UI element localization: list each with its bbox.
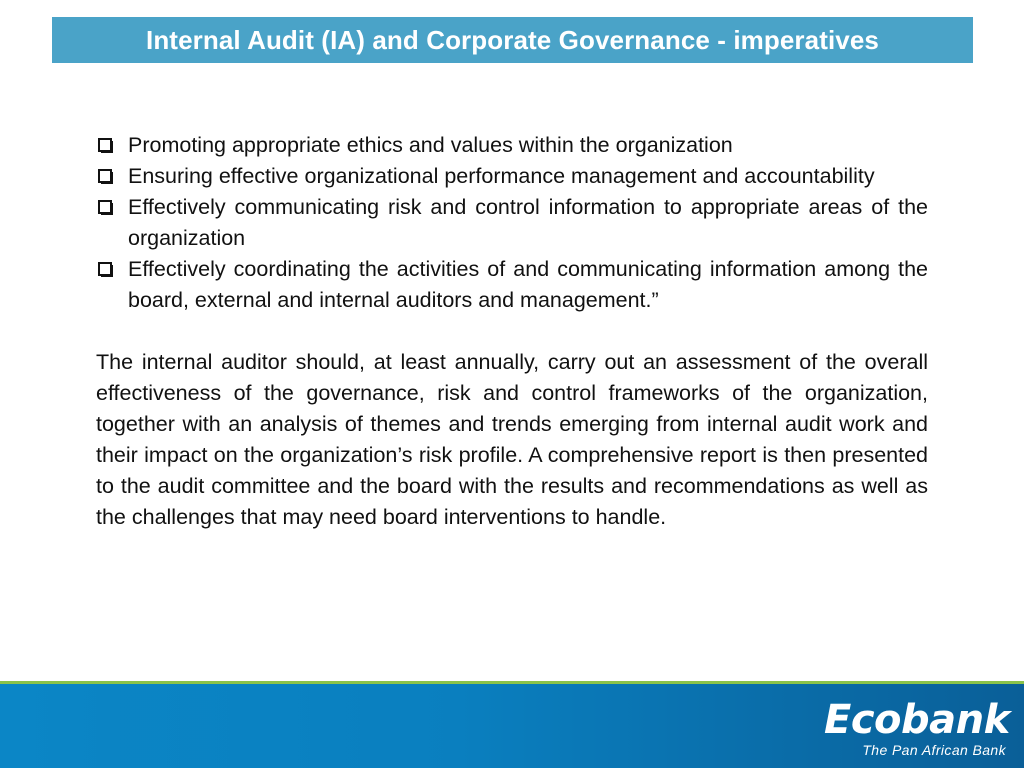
bullet-list	[96, 130, 928, 316]
bullet-text: Effectively communicating risk and control information to appropriate areas of the organization	[128, 195, 928, 250]
bullet-item	[96, 161, 928, 192]
slide-content	[96, 130, 928, 533]
bullet-text: Promoting appropriate ethics and values within the organization	[128, 133, 733, 157]
bullet-text: Effectively coordinating the activities of and communicating information among the board, external and internal auditors and management.”	[128, 257, 928, 312]
checkbox-square-icon	[98, 200, 112, 214]
ecobank-logo	[824, 697, 1010, 758]
bullet-text: Ensuring effective organizational performance management and accountability	[128, 164, 875, 188]
logo-tagline: The Pan African Bank	[862, 742, 1006, 758]
checkbox-square-icon	[98, 262, 112, 276]
bullet-item	[96, 192, 928, 254]
bullet-item	[96, 130, 928, 161]
logo-name: Ecobank	[824, 697, 1010, 743]
checkbox-square-icon	[98, 138, 112, 152]
body-paragraph: The internal auditor should, at least annually, carry out an assessment of the overall effectiveness of the governance, risk and control frameworks of the organization, together with an analysis of themes and trends emerging from internal audit work and their impact on the organization’s risk profile. A comprehensive report is then presented to the audit committee and the board with the results and recommendations as well as the challenges that may need board interventions to handle.	[96, 350, 928, 529]
title-bar	[52, 17, 973, 63]
bullet-item	[96, 254, 928, 316]
slide-title: Internal Audit (IA) and Corporate Governance - imperatives	[146, 24, 879, 55]
footer-band	[0, 681, 1024, 768]
checkbox-square-icon	[98, 169, 112, 183]
